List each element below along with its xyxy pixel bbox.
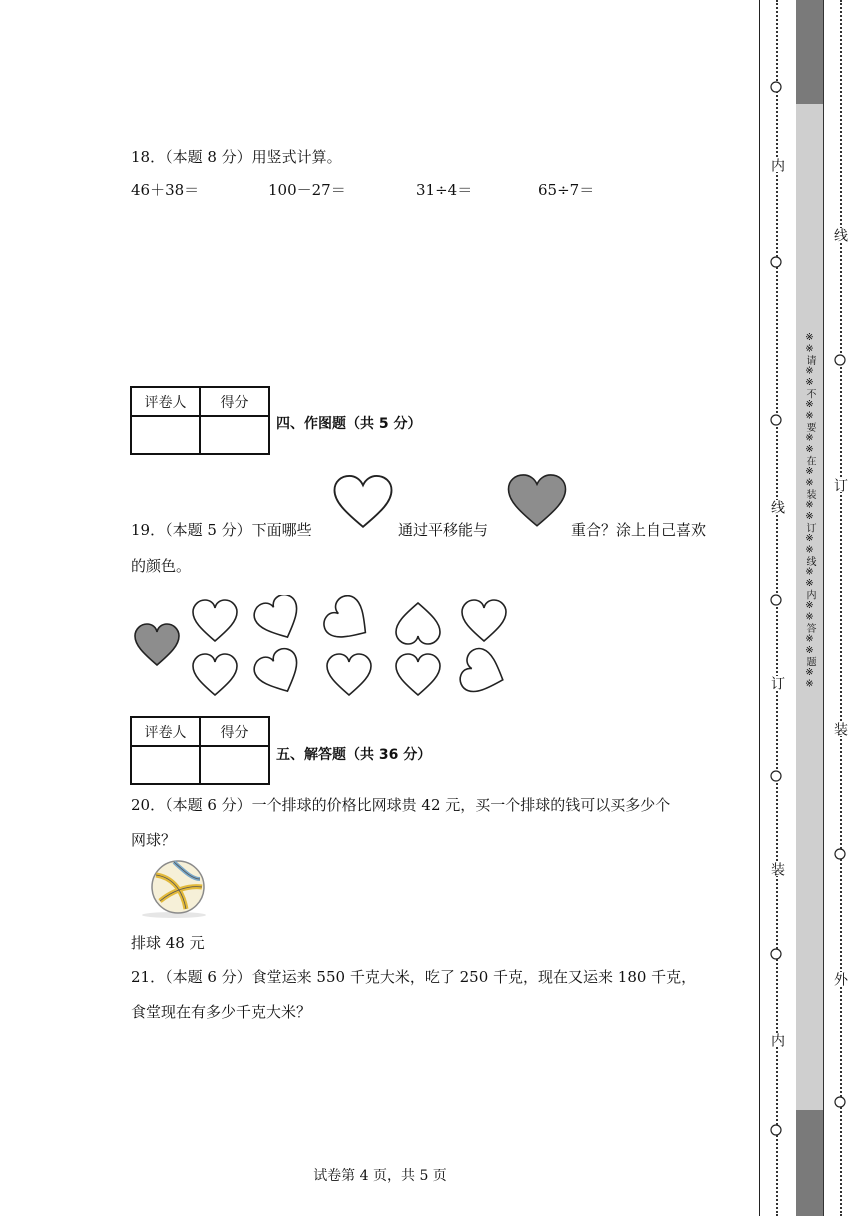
heart-option-icon	[193, 654, 237, 695]
q18-expr-3: 31÷4＝	[416, 181, 473, 199]
inner-mark-2: 线	[769, 500, 785, 514]
heart-option-icon	[457, 645, 511, 700]
outer-mark-2: 订	[832, 478, 848, 492]
heart-option-icon	[250, 595, 307, 646]
heart-option-icon	[250, 645, 307, 701]
grader-label: 评卷人	[131, 717, 200, 746]
outline-heart-icon	[332, 474, 394, 530]
grader-cell[interactable]	[131, 746, 200, 784]
reference-heart-icon	[135, 624, 179, 665]
heart-option-icon	[319, 595, 378, 650]
heart-option-icon	[193, 600, 237, 641]
score-cell[interactable]	[200, 746, 269, 784]
q20-text-2: 网球？	[131, 831, 177, 849]
inner-mark-5: 内	[769, 1033, 785, 1047]
circle-icon	[835, 355, 845, 365]
q20-text-1: 20．（本题 6 分）一个排球的价格比网球贵 42 元，买一个排球的钱可以买多少个	[131, 796, 671, 814]
q18-expr-4: 65÷7＝	[538, 181, 595, 199]
score-table-2	[130, 716, 270, 785]
circle-icon	[771, 949, 781, 959]
circle-icon	[771, 82, 781, 92]
score-table-1	[130, 386, 270, 455]
circle-icon	[835, 1097, 845, 1107]
inner-mark-1: 内	[769, 158, 785, 172]
page-footer: 试卷第 4 页，共 5 页	[313, 1168, 447, 1184]
outer-mark-4: 外	[832, 972, 848, 986]
heart-option-icon	[327, 654, 371, 695]
q21-text-1: 21．（本题 6 分）食堂运来 550 千克大米，吃了 250 千克，现在又运来 180 千克，	[131, 968, 697, 986]
inner-mark-3: 订	[769, 676, 785, 690]
circle-icon	[771, 771, 781, 781]
q19-text-2: 通过平移能与	[398, 521, 489, 539]
grader-cell[interactable]	[131, 416, 200, 454]
circle-icon	[771, 595, 781, 605]
heart-option-icon	[462, 600, 506, 641]
heart-options	[128, 595, 518, 705]
q18-expr-1: 46＋38＝	[131, 181, 200, 199]
score-label: 得分	[200, 387, 269, 416]
heart-option-icon	[396, 654, 440, 695]
score-cell[interactable]	[200, 416, 269, 454]
q19-text-4: 的颜色。	[131, 557, 192, 575]
outer-mark-1: 线	[832, 228, 848, 242]
binding-warning: ※※请※※不※※要※※在※※装※※订※※线※※内※※答※※题※※	[804, 332, 815, 690]
grader-label: 评卷人	[131, 387, 200, 416]
circle-icon	[835, 849, 845, 859]
q19-text-1: 19．（本题 5 分）下面哪些	[131, 521, 312, 539]
q19-text-3: 重合？涂上自己喜欢	[571, 521, 707, 539]
q18-expr-2: 100－27＝	[268, 181, 346, 199]
circle-icon	[771, 257, 781, 267]
heart-option-icon	[396, 603, 440, 644]
gray-heart-icon	[506, 472, 568, 530]
circle-icon	[771, 415, 781, 425]
circle-icon	[771, 1125, 781, 1135]
section-5-title: 五、解答题（共 36 分）	[276, 747, 432, 763]
section-4-title: 四、作图题（共 5 分）	[276, 416, 422, 432]
score-label: 得分	[200, 717, 269, 746]
volleyball-icon	[130, 855, 218, 919]
inner-mark-4: 装	[769, 862, 785, 876]
q20-caption: 排球 48 元	[131, 934, 205, 952]
outer-mark-3: 装	[832, 722, 848, 736]
binding-circles	[759, 0, 860, 1216]
q21-text-2: 食堂现在有多少千克大米？	[131, 1003, 312, 1021]
q18-title: 18．（本题 8 分）用竖式计算。	[131, 148, 342, 166]
